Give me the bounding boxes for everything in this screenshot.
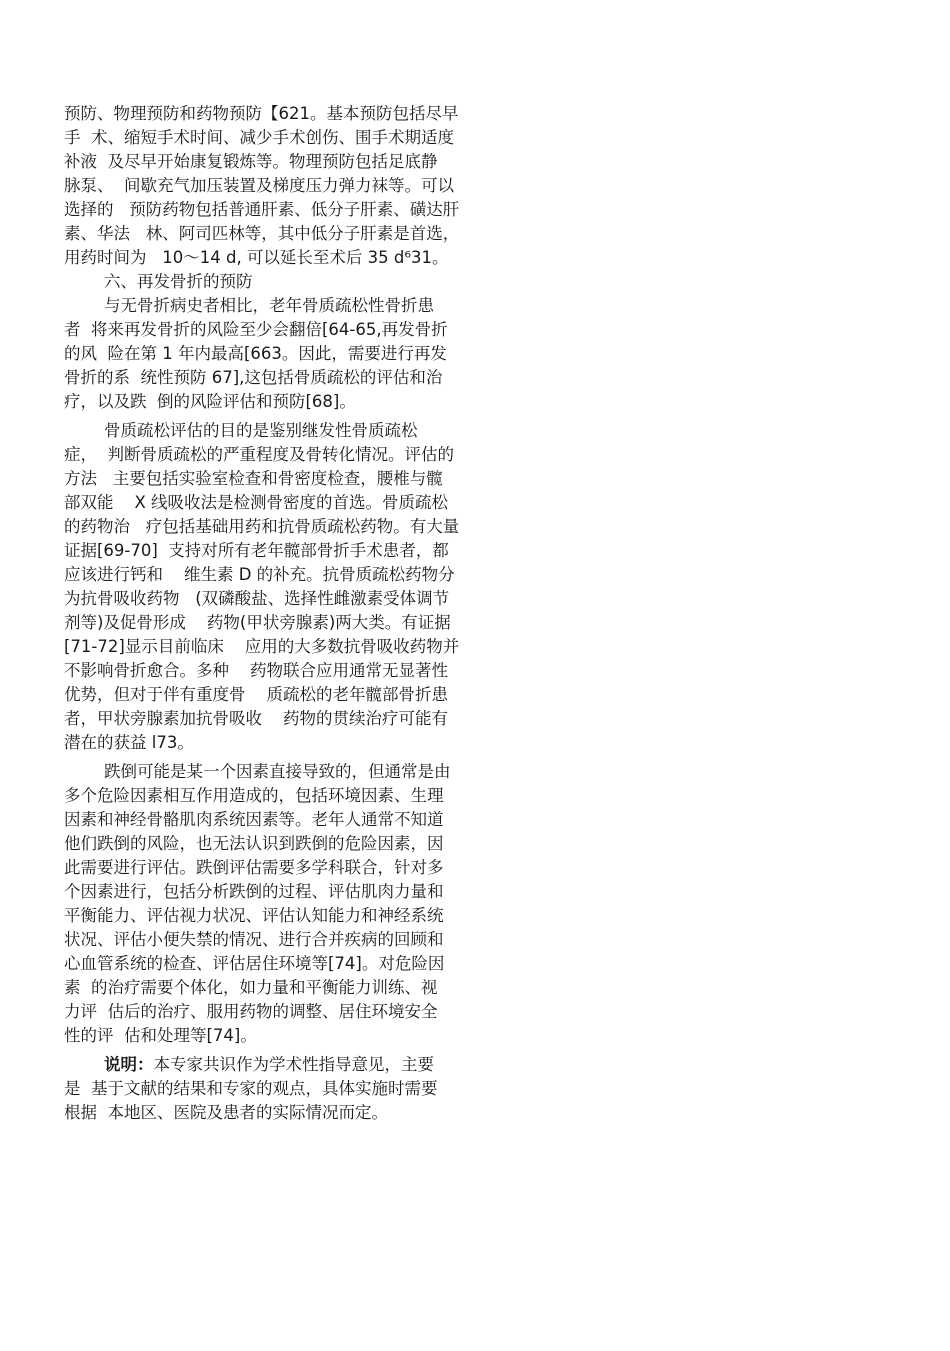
text-line: 剂等)及促骨形成 药物(甲状旁腺素)两大类。有证据 [64,613,451,632]
text-line: 素、华法 林、阿司匹林等，其中低分子肝素是首选， [64,224,460,243]
text-line: 者，甲状旁腺素加抗骨吸收 药物的贯续治疗可能有 [64,709,448,728]
text-line: 部双能 X 线吸收法是检测骨密度的首选。骨质疏松 [64,493,449,512]
text-line: 多个危险因素相互作用造成的，包括环境因素、生理 [64,786,444,805]
text-column [64,102,472,1125]
text-line: 补液 及尽早开始康复锻炼等。物理预防包括足底静 [64,152,438,171]
text-line: 应该进行钙和 维生素 D 的补充。抗骨质疏松药物分 [64,565,455,584]
text-line: 性的评 估和处理等[74]。 [64,1026,257,1045]
text-line: 力评 估后的治疗、服用药物的调整、居住环境安全 [64,1002,438,1021]
text-line: 者 将来再发骨折的风险至少会翻倍[64-65,再发骨折 [64,320,448,339]
paragraph-falls [64,760,472,1048]
text-line: [71-72]显示目前临床 应用的大多数抗骨吸收药物并 [64,637,460,656]
text-line: 优势，但对于伴有重度骨 质疏松的老年髋部骨折患 [64,685,448,704]
text-line: 个因素进行，包括分析跌倒的过程、评估肌肉力量和 [64,882,444,901]
text-line: 选择的 预防药物包括普通肝素、低分子肝素、磺达肝 [64,200,460,219]
text-line: 手 术、缩短手术时间、减少手术创伤、围手术期适度 [64,128,454,147]
text-line: 素 的治疗需要个体化，如力量和平衡能力训练、视 [64,978,438,997]
text-line: 与无骨折病史者相比，老年骨质疏松性骨折患 [104,296,434,315]
text-line: 此需要进行评估。跌倒评估需要多学科联合，针对多 [64,858,444,877]
note-label: 说明： [104,1055,154,1074]
text-line: 潜在的获益 l73。 [64,733,194,752]
text-line: 疗，以及跌 倒的风险评估和预防[68]。 [64,392,356,411]
section-heading: 六、再发骨折的预防 [104,272,253,291]
text-line: 根据 本地区、医院及患者的实际情况而定。 [64,1103,388,1122]
text-line: 脉泵、 间歇充气加压装置及梯度压力弹力袜等。可以 [64,176,454,195]
paragraph-prevention-methods [64,102,472,270]
text-line: 平衡能力、评估视力状况、评估认知能力和神经系统 [64,906,444,925]
paragraph-osteoporosis [64,419,472,755]
text-line: 心血管系统的检查、评估居住环境等[74]。对危险因 [64,954,445,973]
text-line: 因素和神经骨骼肌肉系统因素等。老年人通常不知道 [64,810,444,829]
text-line: 方法 主要包括实验室检查和骨密度检查，腰椎与髋 [64,469,443,488]
text-line: 证据[69-70] 支持对所有老年髋部骨折手术患者，都 [64,541,449,560]
paragraph-refracture [64,294,472,414]
text-line: 预防、物理预防和药物预防【621。基本预防包括尽早 [64,104,459,123]
text-line: 骨折的系 统性预防 67],这包括骨质疏松的评估和治 [64,368,443,387]
text-line: 的风 险在第 1 年内最高[663。因此，需要进行再发 [64,344,447,363]
text-line: 为抗骨吸收药物 (双磷酸盐、选择性雌激素受体调节 [64,589,450,608]
text-line: 的药物治 疗包括基础用药和抗骨质疏松药物。有大量 [64,517,460,536]
text-line: 他们跌倒的风险，也无法认识到跌倒的危险因素，因 [64,834,444,853]
text-line: 是 基于文献的结果和专家的观点，具体实施时需要 [64,1079,438,1098]
text-line: 跌倒可能是某一个因素直接导致的，但通常是由 [104,762,451,781]
text-line: 症， 判断骨质疏松的严重程度及骨转化情况。评估的 [64,445,454,464]
text-line: 不影响骨折愈合。多种 药物联合应用通常无显著性 [64,661,448,680]
note-first-line [64,1053,472,1077]
note-text: 本专家共识作为学术性指导意见，主要 [153,1055,434,1074]
paragraph-note [64,1053,472,1125]
text-line: 骨质疏松评估的目的是鉴别继发性骨质疏松 [104,421,418,440]
text-line: 用药时间为 10～14 d, 可以延长至术后 35 d⁶31。 [64,248,449,267]
text-line: 状况、评估小便失禁的情况、进行合并疾病的回顾和 [64,930,444,949]
